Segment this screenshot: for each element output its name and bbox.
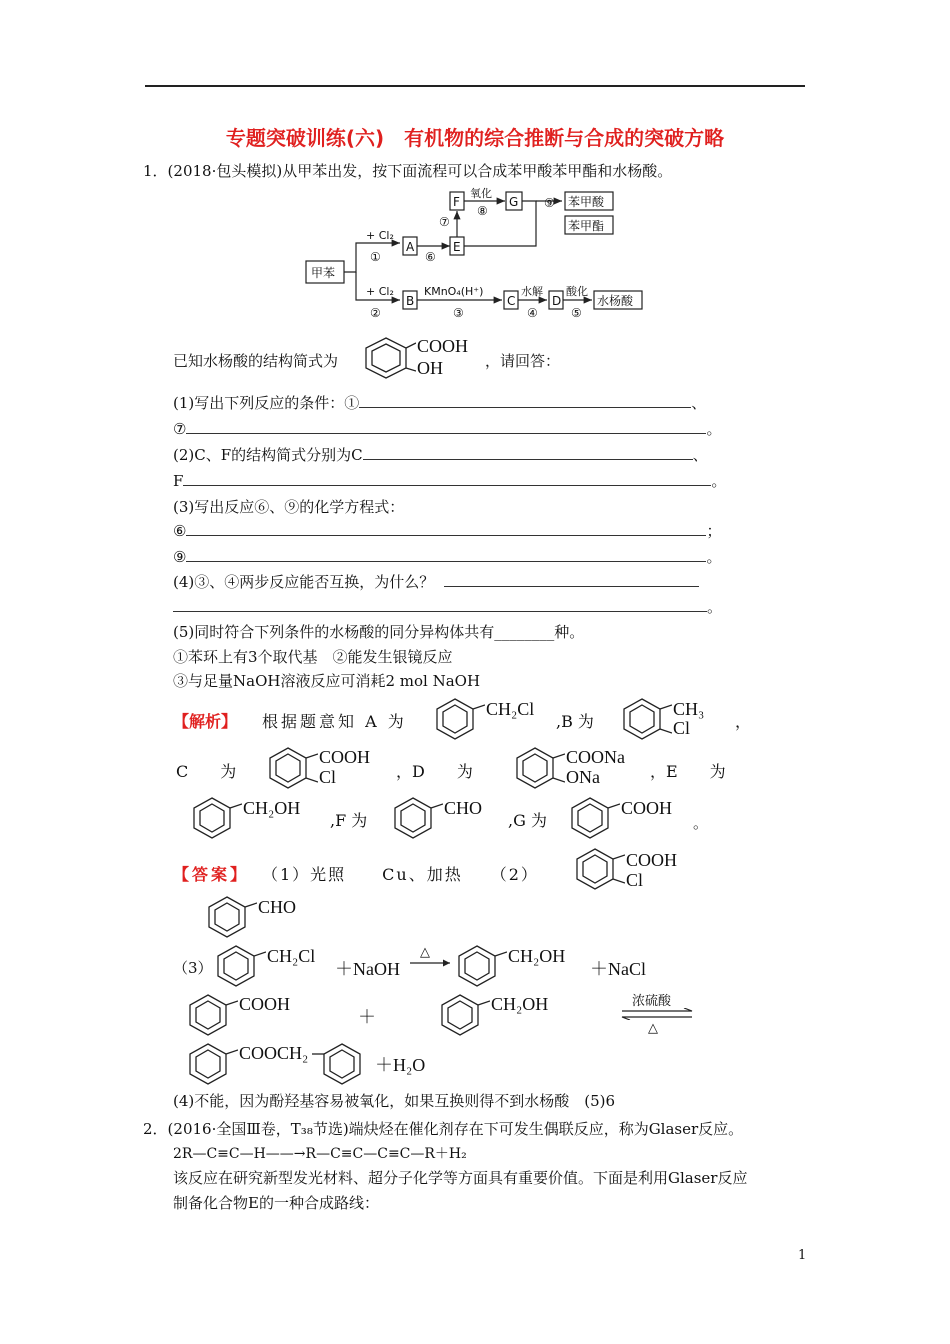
svg-text:①: ① bbox=[370, 250, 381, 264]
answer-blank[interactable] bbox=[183, 471, 711, 486]
analysis-text-a: 根据题意知 A 为 bbox=[262, 712, 407, 731]
salicylic-cooh: COOH bbox=[417, 336, 469, 356]
benzyl-chloride-ring bbox=[425, 695, 485, 743]
ester-ring-right bbox=[312, 1040, 372, 1088]
answer-blank[interactable] bbox=[186, 547, 706, 562]
question-3a: ⑥ ； bbox=[173, 522, 722, 540]
svg-text:甲苯: 甲苯 bbox=[311, 266, 336, 280]
q1-stem: 1．(2018·包头模拟)从甲苯出发，按下面流程可以合成苯甲酸苯甲酯和水杨酸。 bbox=[143, 162, 673, 180]
answer-blank[interactable] bbox=[186, 419, 706, 434]
answer-blank[interactable] bbox=[444, 572, 699, 587]
ester-ring-left bbox=[178, 1040, 238, 1088]
svg-text:⑥: ⑥ bbox=[425, 250, 436, 264]
question-4: (4)③、④两步反应能否互换，为什么？ bbox=[173, 571, 699, 592]
synthesis-flowchart bbox=[300, 180, 660, 325]
svg-text:⑦: ⑦ bbox=[439, 215, 450, 229]
question-4b: 。 bbox=[173, 596, 722, 617]
question-5: (5)同时符合下列条件的水杨酸的同分异构体共有________种。 bbox=[173, 623, 585, 641]
svg-text:D: D bbox=[552, 294, 562, 308]
svg-text:KMnO₄(H⁺): KMnO₄(H⁺) bbox=[424, 285, 484, 298]
svg-text:G: G bbox=[509, 195, 519, 209]
answer-blank[interactable] bbox=[173, 597, 707, 612]
condition-2: ③与足量NaOH溶液反应可消耗2 mol NaOH bbox=[173, 672, 481, 690]
svg-text:氧化: 氧化 bbox=[470, 187, 492, 200]
svg-text:苯甲酯: 苯甲酯 bbox=[568, 219, 605, 233]
question-1: (1)写出下列反应的条件：① 、 bbox=[173, 394, 707, 412]
question-1b: ⑦ 。 bbox=[173, 420, 722, 438]
question-3: (3)写出反应⑥、⑨的化学方程式： bbox=[173, 498, 405, 516]
d-structure-ring bbox=[505, 744, 565, 792]
svg-text:酸化: 酸化 bbox=[566, 285, 588, 298]
analysis-tag: 【解析】 bbox=[173, 712, 238, 731]
q2-text-1: 该反应在研究新型发光材料、超分子化学等方面具有重要价值。下面是利用Glaser反应 bbox=[173, 1169, 748, 1187]
svg-text:B: B bbox=[406, 294, 415, 308]
c-structure-ring bbox=[258, 744, 318, 792]
svg-text:水杨酸: 水杨酸 bbox=[597, 294, 634, 308]
svg-text:水解: 水解 bbox=[521, 285, 543, 298]
svg-text:F: F bbox=[453, 195, 460, 209]
g-structure-ring bbox=[560, 794, 620, 842]
svg-text:④: ④ bbox=[527, 306, 538, 320]
q2-stem: 2．(2016·全国Ⅲ卷，T₃₈节选)端炔烃在催化剂存在下可发生偶联反应，称为Glaser反应。 bbox=[143, 1120, 744, 1138]
answer-4-5: (4)不能，因为酚羟基容易被氧化，如果互换则得不到水杨酸 (5)6 bbox=[173, 1092, 616, 1110]
salicylic-structure bbox=[356, 333, 416, 383]
known-suffix: ，请回答： bbox=[485, 352, 561, 370]
eq1-reactant-ring bbox=[206, 942, 266, 990]
answer-c-ring bbox=[565, 845, 625, 893]
condition-1: ①苯环上有3个取代基 ②能发生银镜反应 bbox=[173, 648, 453, 666]
question-3b: ⑨ 。 bbox=[173, 548, 722, 566]
answer-blank[interactable] bbox=[363, 445, 693, 460]
eq2-acid-ring bbox=[178, 991, 238, 1039]
known-prefix: 已知水杨酸的结构简式为 bbox=[173, 352, 339, 370]
answer-f-ring bbox=[197, 893, 257, 941]
question-2: (2)C、F的结构简式分别为C 、 bbox=[173, 446, 708, 464]
equilibrium-arrow bbox=[620, 1008, 694, 1020]
svg-text:E: E bbox=[453, 240, 461, 254]
eq1-product-ring bbox=[447, 942, 507, 990]
f-structure-ring bbox=[383, 794, 443, 842]
eq2-alcohol-ring bbox=[430, 991, 490, 1039]
svg-text:+ Cl₂: + Cl₂ bbox=[366, 285, 394, 298]
header-rule bbox=[145, 85, 805, 87]
salicylic-oh: OH bbox=[417, 358, 443, 378]
svg-text:⑤: ⑤ bbox=[571, 306, 582, 320]
svg-text:⑧: ⑧ bbox=[477, 204, 488, 218]
question-2b: F 。 bbox=[173, 472, 727, 490]
answer-tag: 【答案】 bbox=[173, 865, 250, 884]
svg-text:+ Cl₂: + Cl₂ bbox=[366, 229, 394, 242]
svg-text:②: ② bbox=[370, 306, 381, 320]
page-title: 专题突破训练(六) 有机物的综合推断与合成的突破方略 bbox=[225, 126, 725, 150]
answer-blank[interactable] bbox=[359, 393, 691, 408]
svg-text:③: ③ bbox=[453, 306, 464, 320]
svg-text:A: A bbox=[406, 240, 415, 254]
q2-text-2: 制备化合物E的一种合成路线： bbox=[173, 1194, 379, 1212]
e-structure-ring bbox=[182, 794, 242, 842]
svg-text:C: C bbox=[507, 294, 516, 308]
svg-text:⑨: ⑨ bbox=[544, 196, 555, 210]
answer-blank[interactable] bbox=[186, 521, 706, 536]
q2-equation: 2R—C≡C—H——→R—C≡C—C≡C—R＋H₂ bbox=[173, 1146, 467, 1162]
svg-text:苯甲酸: 苯甲酸 bbox=[568, 195, 605, 209]
chlorotoluene-ring bbox=[612, 695, 672, 743]
page-number: 1 bbox=[798, 1248, 807, 1263]
